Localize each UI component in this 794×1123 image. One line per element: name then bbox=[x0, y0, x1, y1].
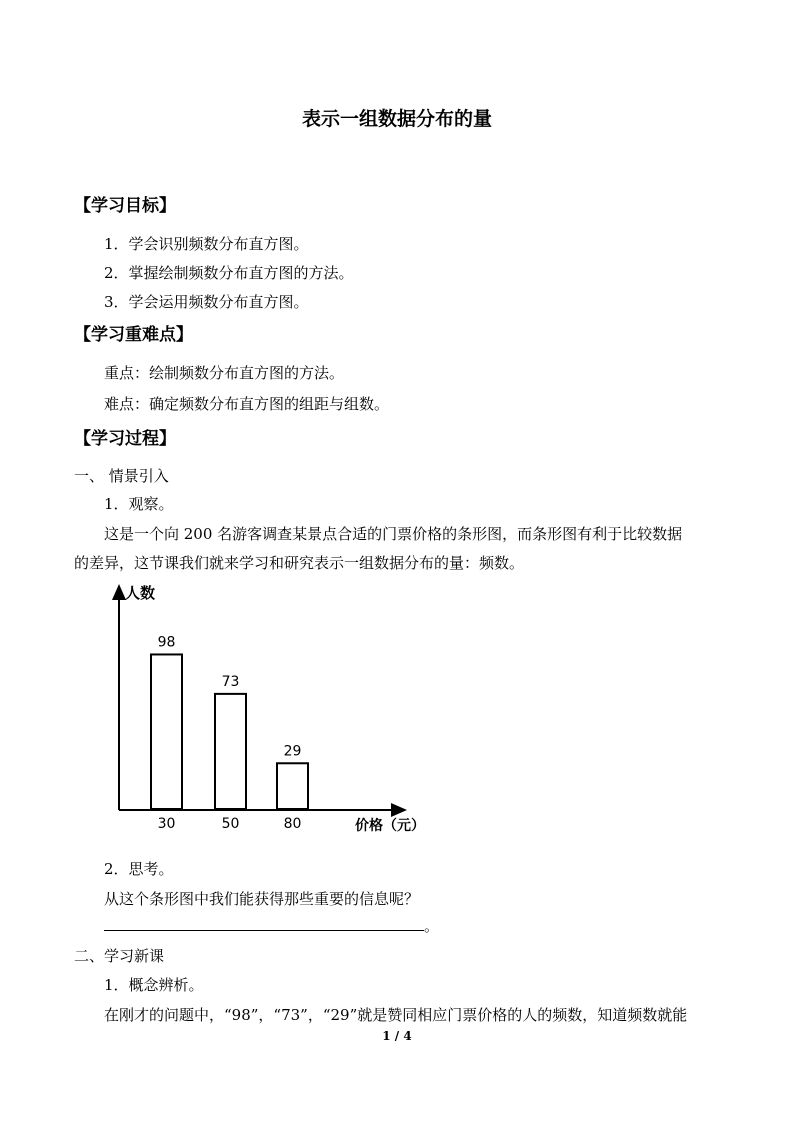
bar-value-label-80: 29 bbox=[283, 743, 302, 760]
part1-item-think: 2．思考。 bbox=[104, 860, 174, 878]
part2-paragraph: 在刚才的问题中，“98”，“73”，“29”就是赞同相应门票价格的人的频数，知道频数就能 bbox=[104, 1006, 688, 1024]
part2-item-concept: 1．概念辨析。 bbox=[104, 976, 204, 994]
x-tick-label-80: 80 bbox=[283, 816, 302, 832]
goal-item-2: 2．掌握绘制频数分布直方图的方法。 bbox=[104, 264, 354, 282]
x-tick-label-50: 50 bbox=[221, 816, 240, 832]
goal-item-3: 3．学会运用频数分布直方图。 bbox=[104, 293, 309, 311]
x-axis-arrow bbox=[391, 803, 407, 817]
part2-heading: 二、学习新课 bbox=[74, 947, 165, 965]
goals-heading: 【学习目标】 bbox=[74, 196, 176, 216]
bar-80 bbox=[277, 763, 308, 809]
y-axis-arrow bbox=[112, 584, 126, 600]
page-number: 1 / 4 bbox=[382, 1029, 412, 1043]
part1-heading: 一、 情景引入 bbox=[74, 467, 169, 485]
process-heading: 【学习过程】 bbox=[74, 429, 176, 449]
keypoints-heading: 【学习重难点】 bbox=[74, 325, 193, 345]
part1-paragraph-line1: 这是一个向 200 名游客调查某景点合适的门票价格的条形图，而条形图有利于比较数据 bbox=[104, 525, 683, 543]
price-bar-chart bbox=[95, 578, 455, 838]
part1-paragraph-line2: 的差异，这节课我们就来学习和研究表示一组数据分布的量：频数。 bbox=[74, 554, 525, 572]
bar-value-label-50: 73 bbox=[221, 673, 240, 690]
chart-svg bbox=[95, 578, 455, 838]
answer-blank-end: 。 bbox=[424, 917, 440, 935]
part1-item-observe: 1．观察。 bbox=[104, 495, 174, 513]
y-axis-label: 人数 bbox=[125, 584, 156, 602]
keypoint-focus: 重点：绘制频数分布直方图的方法。 bbox=[104, 364, 345, 382]
x-axis-label: 价格（元） bbox=[355, 818, 425, 834]
part1-question: 从这个条形图中我们能获得那些重要的信息呢？ bbox=[104, 890, 420, 908]
bar-30 bbox=[151, 654, 182, 809]
bar-value-label-30: 98 bbox=[157, 634, 176, 651]
document-title: 表示一组数据分布的量 bbox=[301, 108, 492, 130]
keypoint-difficulty: 难点：确定频数分布直方图的组距与组数。 bbox=[104, 395, 390, 413]
x-tick-label-30: 30 bbox=[157, 816, 176, 832]
goal-item-1: 1．学会识别频数分布直方图。 bbox=[104, 235, 309, 253]
bar-50 bbox=[215, 694, 246, 809]
answer-blank-line[interactable] bbox=[104, 930, 424, 931]
